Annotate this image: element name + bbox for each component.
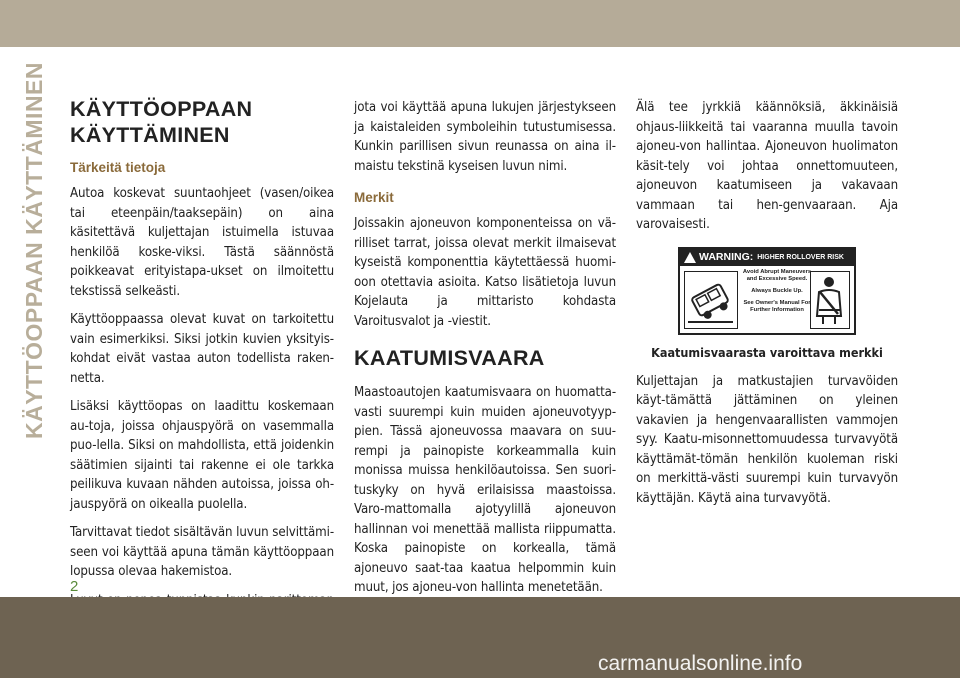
paragraph: Tarvittavat tiedot sisältävän luvun selvittämi-seen voi käyttää apuna tämän käyttöoppaan lopussa olevaa hakemistoa. [70, 525, 334, 579]
column-2 [354, 98, 616, 607]
subheading-merkit: Merkit [354, 190, 394, 205]
paragraph: Älä tee jyrkkiä käännöksiä, äkkinäisiä ohjaus-liikkeitä tai vaaranna muulla tavoin ajoneu-von hallintaa. Ajoneuvon huolimaton käsit-tely voi johtaa onnettomuuteen, ajoneuvon kaatumiseen ja vakavaan vammaan tai hen-genvaaraan. Aja varovaisesti. [636, 100, 898, 232]
rollover-vehicle-icon [684, 271, 738, 329]
subheading-tarkeita-tietoja: Tärkeitä tietoja [70, 160, 166, 175]
page-title: KÄYTTÖOPPAAN KÄYTTÄMINEN [70, 97, 253, 147]
top-color-band [0, 0, 960, 47]
chapter-side-tab [14, 61, 54, 439]
warning-triangle-icon [684, 252, 696, 263]
paragraph: jota voi käyttää apuna lukujen järjestykseen ja kaistaleiden symboleihin tutustumisessa. Kunkin parillisen sivun reunassa on aina il-maistu tekstinä kyseisen luvun nimi. [354, 100, 616, 174]
paragraph: Käyttöoppaassa olevat kuvat on tarkoitettu vain esimerkiksi. Siksi jotkin kuvien yksityis-kohdat eivät vastaa auton todellista raken-netta. [70, 312, 334, 386]
paragraph: Maastoautojen kaatumisvaara on huomatta-vasti suurempi kuin muiden ajoneuvotyyp-pien. Tässä ajoneuvossa maavara on suu-rempi ja painopiste korkeammalla kuin monissa muissa henkilöautoissa. Sen suori-tuskyky on hyvä erilaisissa maastoissa. Varo-mattomalla ajotyylillä ajoneuvon hallinnan voi menettää mallista riippumatta. Koska painopiste on korkealla, tämä ajoneuvo saat-taa kaatua helpommin kuin muut, jos ajoneu-von hallinta menetetään. [354, 385, 616, 595]
sign-header: WARNING: HIGHER ROLLOVER RISK [680, 249, 854, 266]
bottom-color-band [0, 597, 960, 678]
paragraph: Autoa koskevat suuntaohjeet (vasen/oikea tai eteenpäin/taaksepäin) on aina käsitettävä kuljettajan istuimella istuvaa henkilöä koske-viksi. Tästä säännöstä poikkeavat erityistapa-ukset on ilmoitettu tekstissä selkeästi. [70, 186, 334, 299]
watermark: carmanualsonline.info [598, 652, 803, 675]
paragraph: Joissakin ajoneuvon komponenteissa on vä-rilliset tarrat, joissa olevat merkit ilmaisevat kyseistä komponenttia käytettäessä huomi-oon otettavia asioita. Katso lisätietoja luvun Kojelauta ja mittaristo kohdasta Varoitusvalot ja -viestit. [354, 216, 616, 329]
sign-caption: Kaatumisvaarasta varoittava merkki [651, 344, 883, 360]
page-number: 2 [70, 578, 79, 595]
rollover-warning-sign [678, 247, 856, 335]
sign-text: Avoid Abrupt Maneuvers and Excessive Speed. Always Buckle Up. See Owner's Manual For Further Information [742, 268, 812, 314]
heading-kaatumisvaara: KAATUMISVAARA [354, 346, 545, 370]
paragraph: Kuljettajan ja matkustajien turvavöiden käyt-tämättä jättäminen on yleinen vakavien ja hengenvaarallisten vammojen syy. Kaatu-misonnettomuudessa turvavyötä käyttämät-tömän henkilön kuoleman riski on merkittä-västi suurempi kuin turvavyön käyttäjän. Käytä aina turvavyötä. [636, 373, 898, 506]
column-3 [636, 98, 898, 517]
paragraph: Lisäksi käyttöopas on laadittu koskemaan au-toja, joissa ohjauspyörä on vasemmalla puo-lella. Siksi on mahdollista, että joidenkin säätimien sijainti tai rakenne ei ole tarkka peilikuva kuvaan nähden autoissa, joissa oh-jauspyörä on oikealla puolella. [70, 399, 334, 512]
chapter-side-tab-label: KÄYTTÖOPPAAN KÄYTTÄMINEN [20, 61, 47, 439]
seatbelt-icon [810, 271, 850, 329]
column-1 [70, 96, 334, 658]
